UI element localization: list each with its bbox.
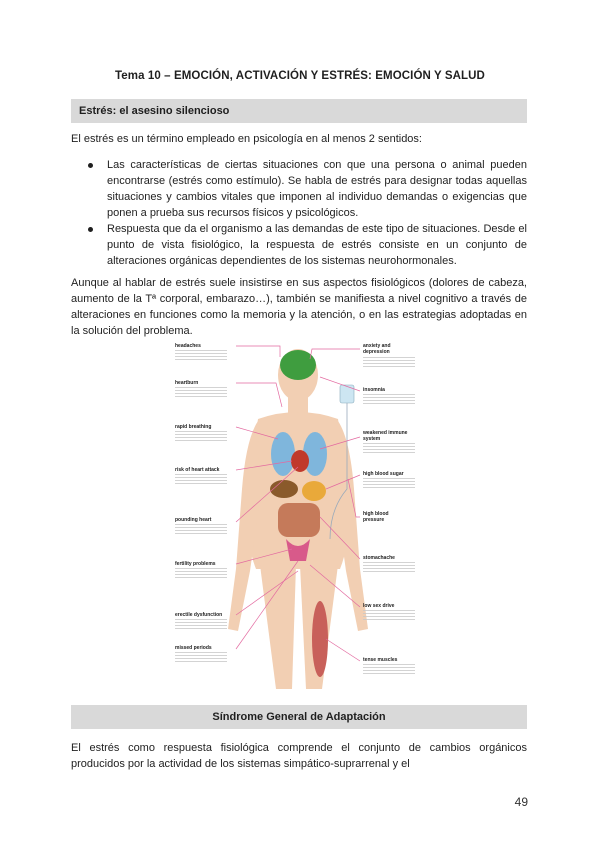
label-weakened-immune: weakened immune system — [363, 430, 408, 442]
bullet-text: Las características de ciertas situaciones con que una persona o animal pueden encontrarse (estrés como estímulo). Se habla de estrés para designar todas aquellas situaciones y cambios vitales que imponen al individuo demandas o exigencias que ponen a prueba sus recursos físicos y psicológicos. — [107, 159, 527, 219]
label-headaches: headaches — [175, 343, 201, 349]
label-description — [175, 350, 227, 362]
label-description — [363, 562, 415, 574]
bullet-item — [71, 157, 527, 221]
label-rapid-breathing: rapid breathing — [175, 424, 212, 430]
bullet-list — [71, 157, 527, 269]
label-erectile-dysfunction: erectile dysfunction — [175, 612, 223, 618]
intro-paragraph: El estrés es un término empleado en psicología en al menos 2 sentidos: — [71, 133, 422, 145]
label-description — [175, 652, 227, 664]
drip-bag-icon — [340, 385, 354, 403]
lungs-icon — [271, 432, 295, 476]
bullet-text: Respuesta que da el organismo a las demandas de este tipo de situaciones. Desde el punto de vista fisiológico, la respuesta de estrés consiste en un conjunto de alteraciones orgánicas dependientes de los sistemas neurohormonales. — [107, 223, 527, 267]
label-description — [175, 524, 227, 536]
muscle-icon — [312, 601, 328, 677]
label-description — [363, 357, 415, 369]
stomach-icon — [302, 481, 326, 501]
section-heading-estres: Estrés: el asesino silencioso — [71, 99, 527, 123]
bullet-dot-icon — [88, 163, 93, 168]
label-insomnia: insomnia — [363, 387, 385, 393]
body-paragraph: El estrés como respuesta fisiológica comprende el conjunto de cambios orgánicos producidos por la actividad de los sistemas simpático-suprarrenal y el — [71, 742, 527, 770]
label-high-blood-sugar: high blood sugar — [363, 471, 404, 477]
label-description — [175, 387, 227, 399]
label-heartburn: heartburn — [175, 380, 199, 386]
page-number: 49 — [514, 795, 528, 809]
label-high-blood-pressure: high blood pressure — [363, 511, 389, 523]
label-fertility-problems: fertility problems — [175, 561, 216, 567]
intestines-icon — [278, 503, 320, 537]
bullet-item — [71, 221, 527, 269]
label-missed-periods: missed periods — [175, 645, 212, 651]
body-paragraph: Aunque al hablar de estrés suele insistirse en sus aspectos fisiológicos (dolores de cabeza, aumento de la Tª corporal, embarazo…), también se manifiesta a nivel cognitivo a través de alteraciones en funciones como la memoria y la atención, o en las estrategias adoptadas en la solución del problema. — [71, 277, 527, 337]
label-description — [175, 568, 227, 580]
label-description — [363, 443, 415, 455]
liver-icon — [270, 480, 298, 498]
label-description — [175, 431, 227, 443]
section-heading-sga: Síndrome General de Adaptación — [71, 705, 527, 729]
label-low-sex-drive: low sex drive — [363, 603, 395, 609]
label-description — [363, 394, 415, 406]
page-title: Tema 10 – EMOCIÓN, ACTIVACIÓN Y ESTRÉS: EMOCIÓN Y SALUD — [115, 70, 485, 82]
label-stomachache: stomachache — [363, 555, 395, 561]
label-description — [363, 664, 415, 676]
label-description — [175, 474, 227, 486]
heart-icon — [291, 450, 309, 472]
bullet-dot-icon — [88, 227, 93, 232]
label-description — [363, 610, 415, 622]
label-description — [363, 478, 415, 490]
label-pounding-heart: pounding heart — [175, 517, 212, 523]
label-risk-heart-attack: risk of heart attack — [175, 467, 220, 473]
label-description — [175, 619, 227, 631]
label-anxiety-depression: anxiety and depression — [363, 343, 391, 355]
label-tense-muscles: tense muscles — [363, 657, 398, 663]
stress-effects-figure — [175, 339, 420, 700]
